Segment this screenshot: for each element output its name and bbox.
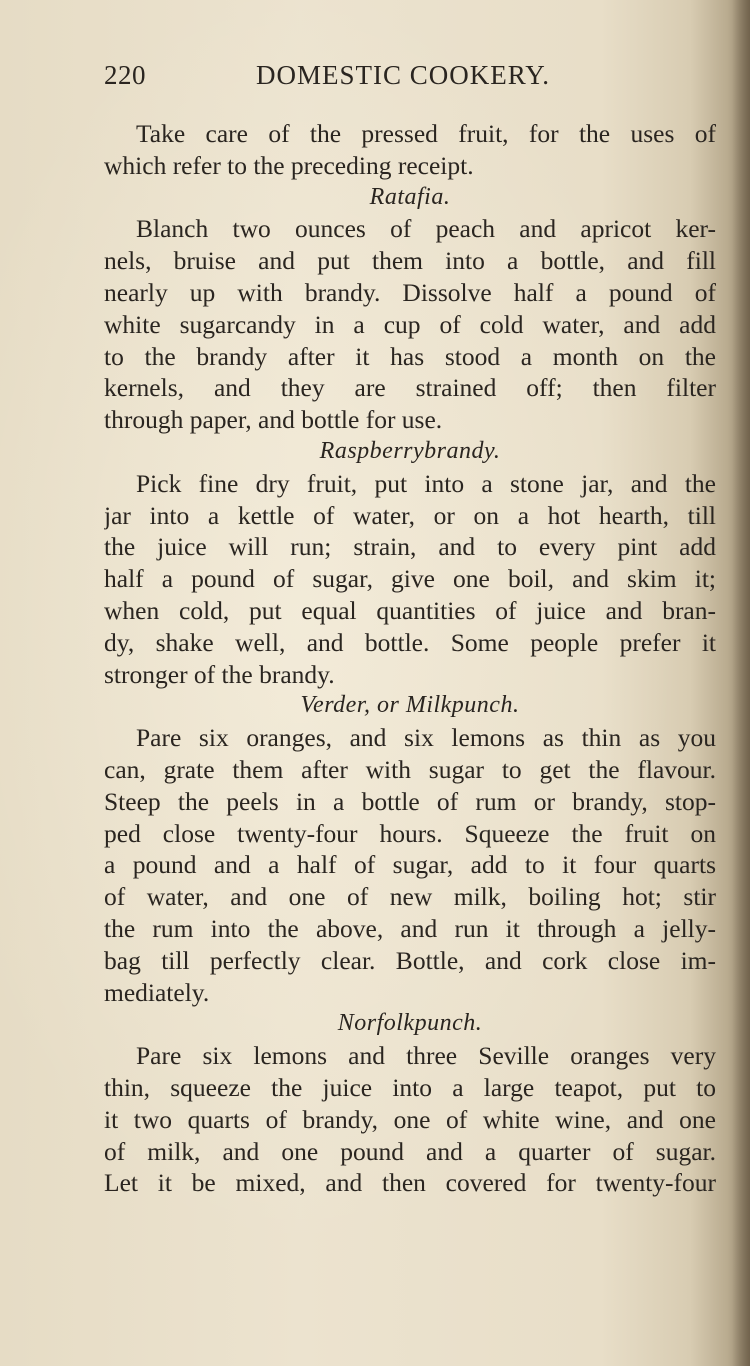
text-line: stronger of the brandy. xyxy=(104,659,335,689)
text-line: can, grate them after with sugar to get the flavour. xyxy=(104,754,716,784)
paragraph-milkpunch xyxy=(104,722,716,1008)
recipe-heading-milkpunch: Verder, or Milkpunch. xyxy=(300,692,520,719)
text-line: Steep the peels in a bottle of rum or brandy, stop- xyxy=(104,786,716,816)
paragraph-norfolkpunch xyxy=(104,1040,716,1199)
paragraph-raspberrybrandy xyxy=(104,468,716,691)
text-line: Blanch two ounces of peach and apricot ker- xyxy=(136,214,716,244)
text-line: half a pound of sugar, give one boil, and skim it; xyxy=(104,564,716,594)
page-header xyxy=(104,60,724,96)
section-ratafia xyxy=(104,182,716,436)
section-continuation xyxy=(104,118,716,182)
text-line: Take care of the pressed fruit, for the uses of xyxy=(136,119,716,148)
page-body xyxy=(104,118,716,1199)
text-line: through paper, and bottle for use. xyxy=(104,405,443,435)
text-line: mediately. xyxy=(104,977,210,1007)
text-line: when cold, put equal quantities of juice and bran- xyxy=(104,595,716,625)
recipe-heading-norfolkpunch: Norfolkpunch. xyxy=(337,1010,483,1037)
text-line: nels, bruise and put them into a bottle, and fill xyxy=(104,246,716,276)
text-line: a pound and a half of sugar, add to it four quarts xyxy=(104,850,716,880)
text-line: it two quarts of brandy, one of white wine, and one xyxy=(104,1104,716,1134)
text-line: which refer to the preceding receipt. xyxy=(104,150,474,180)
page-number: 220 xyxy=(104,60,146,90)
text-line: of water, and one of new milk, boiling hot; stir xyxy=(104,882,716,912)
text-line: dy, shake well, and bottle. Some people prefer it xyxy=(104,627,716,657)
text-line: the juice will run; strain, and to every pint add xyxy=(104,532,716,562)
running-head: DOMESTIC COOKERY. xyxy=(256,60,551,90)
text-line: kernels, and they are strained off; then filter xyxy=(104,373,716,403)
text-line: of milk, and one pound and a quarter of sugar. xyxy=(104,1136,716,1166)
recipe-heading-ratafia: Ratafia. xyxy=(369,183,451,210)
text-line: to the brandy after it has stood a month on the xyxy=(104,341,716,371)
text-line: nearly up with brandy. Dissolve half a pound of xyxy=(104,277,716,307)
text-line: ped close twenty-four hours. Squeeze the fruit on xyxy=(104,818,716,848)
recipe-heading-raspberrybrandy: Raspberrybrandy. xyxy=(319,437,501,464)
text-line: bag till perfectly clear. Bottle, and cork close im- xyxy=(104,945,716,975)
section-milkpunch xyxy=(104,690,716,1008)
text-line: Pare six lemons and three Seville oranges very xyxy=(136,1041,716,1071)
section-norfolkpunch xyxy=(104,1008,716,1199)
text-line: jar into a kettle of water, or on a hot hearth, till xyxy=(104,500,716,530)
section-raspberrybrandy xyxy=(104,436,716,690)
text-line: Pick fine dry fruit, put into a stone jar, and the xyxy=(136,468,716,498)
paragraph-continuation xyxy=(104,118,716,182)
text-line: the rum into the above, and run it through a jelly- xyxy=(104,913,716,943)
text-line: Pare six oranges, and six lemons as thin as you xyxy=(136,723,716,753)
text-line: thin, squeeze the juice into a large teapot, put to xyxy=(104,1072,716,1102)
text-line: Let it be mixed, and then covered for twenty-four xyxy=(104,1168,716,1198)
paragraph-ratafia xyxy=(104,213,716,436)
text-line: white sugarcandy in a cup of cold water, and add xyxy=(104,309,716,339)
